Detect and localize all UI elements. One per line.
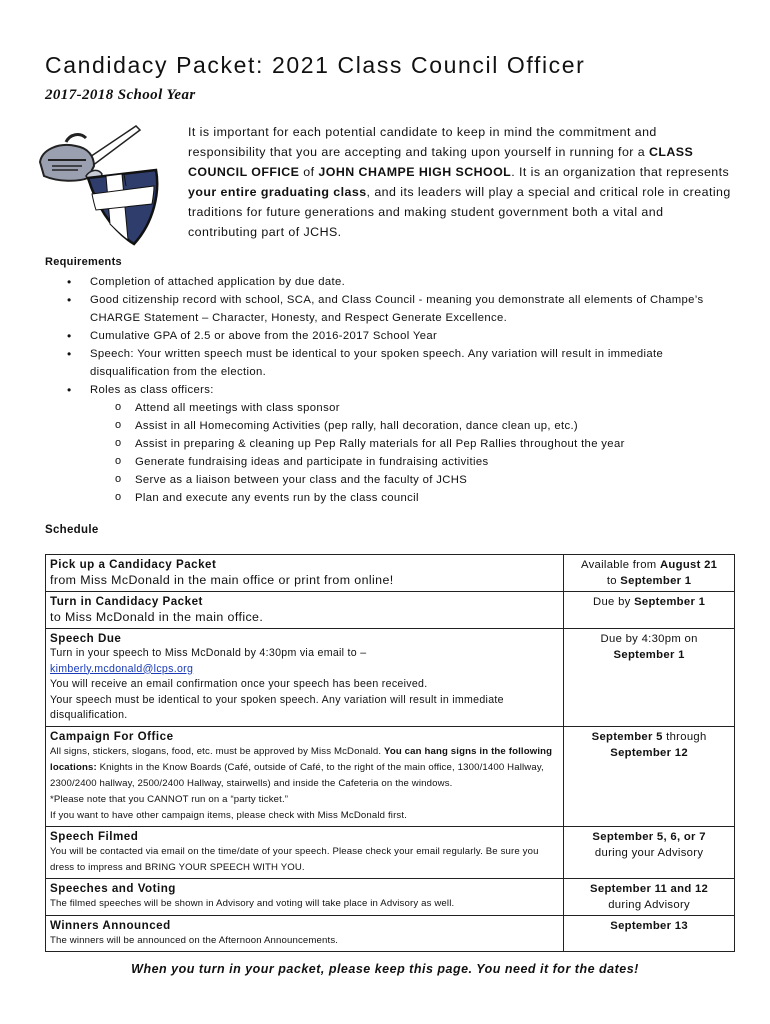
- requirements-list: [45, 273, 735, 507]
- event-date: Due by 4:30pm on September 1: [564, 629, 735, 727]
- list-item: o Plan and execute any events run by the class council: [90, 489, 735, 507]
- list-item: o Serve as a liaison between your class and the faculty of JCHS: [90, 471, 735, 489]
- footer-note: When you turn in your packet, please keep this page. You need it for the dates!: [131, 962, 639, 976]
- event-description: Pick up a Candidacy Packet from Miss McDonald in the main office or print from online!: [46, 555, 564, 592]
- list-item: • Speech: Your written speech must be identical to your spoken speech. Any variation will result in immediate disqualification from the election.: [45, 345, 735, 381]
- event-date: September 5 through September 12: [564, 726, 735, 826]
- event-description: Turn in Candidacy Packet to Miss McDonald in the main office.: [46, 592, 564, 629]
- schedule-heading: Schedule: [45, 524, 99, 536]
- table-row: [46, 592, 735, 629]
- event-description: Speeches and Voting The filmed speeches will be shown in Advisory and voting will take place in Advisory as well.: [46, 878, 564, 915]
- page-title: Candidacy Packet: 2021 Class Council Officer: [45, 52, 586, 78]
- schedule-table: [45, 554, 735, 952]
- table-row: [46, 726, 735, 826]
- roles-list: [90, 399, 735, 507]
- table-row: [46, 878, 735, 915]
- knight-shield-logo-icon: [38, 120, 178, 250]
- event-date: September 5, 6, or 7 during your Advisory: [564, 826, 735, 878]
- event-description: Winners Announced The winners will be announced on the Afternoon Announcements.: [46, 915, 564, 951]
- list-item: o Attend all meetings with class sponsor: [90, 399, 735, 417]
- event-date: Available from August 21 to September 1: [564, 555, 735, 592]
- list-item: • Cumulative GPA of 2.5 or above from the 2016-2017 School Year: [45, 327, 735, 345]
- list-item: • Good citizenship record with school, SCA, and Class Council - meaning you demonstrate all elements of Champe’s CHARGE Statement – Character, Honesty, and Respect Generate Excellence.: [45, 291, 735, 327]
- requirements-heading: Requirements: [45, 256, 122, 268]
- intro-paragraph: It is important for each potential candidate to keep in mind the commitment and responsibility that you are accepting and taking upon yourself in running for a CLASS COUNCIL OFFICE of JOHN CHAMPE HIGH SCHOOL. It is an organization that represents your entire graduating class, and its leaders will play a special and critical role in creating traditions for future generations and making student government both a vital and contributing part of JCHS.: [188, 125, 731, 239]
- list-item: [45, 381, 735, 507]
- list-item: o Assist in all Homecoming Activities (pep rally, hall decoration, dance clean up, etc.): [90, 417, 735, 435]
- table-row: [46, 826, 735, 878]
- list-item: o Generate fundraising ideas and participate in fundraising activities: [90, 453, 735, 471]
- event-date: September 11 and 12 during Advisory: [564, 878, 735, 915]
- roles-label: Roles as class officers:: [90, 384, 214, 396]
- table-row: [46, 629, 735, 727]
- table-row: [46, 915, 735, 951]
- list-item: o Assist in preparing & cleaning up Pep Rally materials for all Pep Rallies throughout the year: [90, 435, 735, 453]
- event-date: Due by September 1: [564, 592, 735, 629]
- school-year-subtitle: 2017-2018 School Year: [45, 87, 196, 103]
- event-description: Speech Filmed You will be contacted via email on the time/date of your speech. Please check your email regularly. Be sure you dress to impress and BRING YOUR SPEECH WITH YOU.: [46, 826, 564, 878]
- list-item: • Completion of attached application by due date.: [45, 273, 735, 291]
- event-description: Campaign For Office All signs, stickers, slogans, food, etc. must be approved by Miss McDonald. You can hang signs in the following locations: Knights in the Know Boards (Café, outside of Café, to the right of the main office, 1300/1400 Hallway, 2300/2400 hallway, 2500/2400 Hallway, stairwells) and inside the Cafeteria on the windows. *Please note that you CANNOT run on a “party ticket.” If you want to have other campaign items, please check with Miss McDonald first.: [46, 726, 564, 826]
- event-description: Speech Due Turn in your speech to Miss McDonald by 4:30pm via email to – kimberly.mcdonald@lcps.org You will receive an email confirmation once your speech has been received. Your speech must be identical to your spoken speech. Any variation will result in immediate disqualification.: [46, 629, 564, 727]
- table-row: [46, 555, 735, 592]
- event-date: September 13: [564, 915, 735, 951]
- email-link[interactable]: kimberly.mcdonald@lcps.org: [50, 662, 194, 675]
